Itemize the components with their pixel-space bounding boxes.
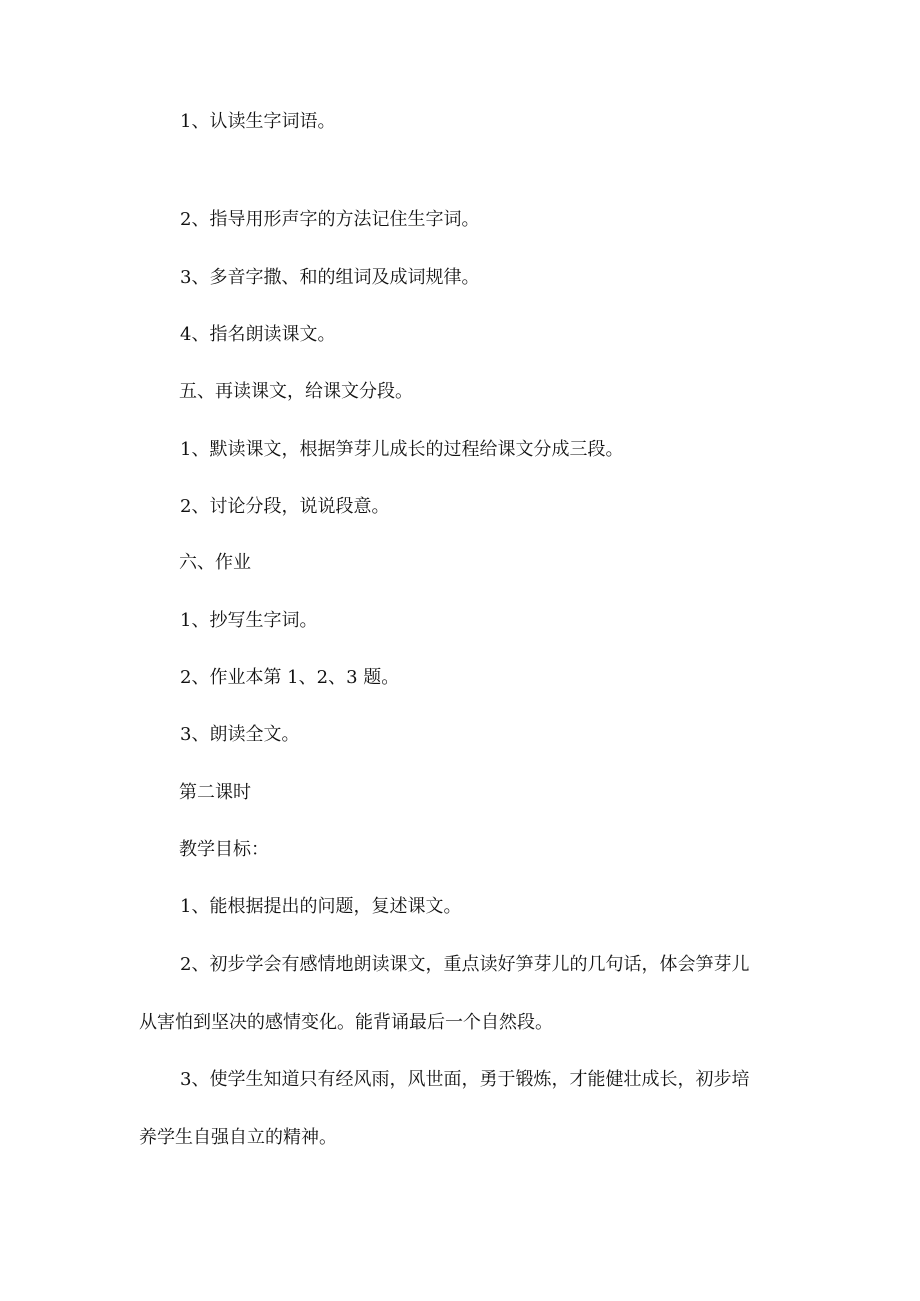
text-line: 1、抄写生字词。 xyxy=(180,610,318,631)
paragraph-line: 从害怕到坚决的感情变化。能背诵最后一个自然段。 xyxy=(139,1012,553,1033)
text-line: 1、认读生字词语。 xyxy=(180,111,336,132)
section-heading: 六、作业 xyxy=(179,552,251,573)
text-line: 3、朗读全文。 xyxy=(180,724,300,745)
paragraph-line: 养学生自强自立的精神。 xyxy=(139,1127,337,1148)
paragraph-line: 2、初步学会有感情地朗读课文，重点读好笋芽儿的几句话，体会笋芽儿 xyxy=(180,954,750,975)
text-line: 4、指名朗读课文。 xyxy=(180,324,336,345)
text-line: 1、默读课文，根据笋芽儿成长的过程给课文分成三段。 xyxy=(180,439,624,460)
text-line: 2、指导用形声字的方法记住生字词。 xyxy=(180,209,480,230)
text-line: 2、作业本第 1、2、3 题。 xyxy=(180,667,400,688)
section-heading: 教学目标： xyxy=(179,839,269,860)
paragraph-line: 3、使学生知道只有经风雨，风世面，勇于锻炼，才能健壮成长，初步培 xyxy=(180,1069,750,1090)
section-heading: 第二课时 xyxy=(179,782,251,803)
text-line: 2、讨论分段，说说段意。 xyxy=(180,496,390,517)
text-line: 3、多音字撒、和的组词及成词规律。 xyxy=(180,267,480,288)
section-heading: 五、再读课文，给课文分段。 xyxy=(179,381,413,402)
text-line: 1、能根据提出的问题，复述课文。 xyxy=(180,896,462,917)
